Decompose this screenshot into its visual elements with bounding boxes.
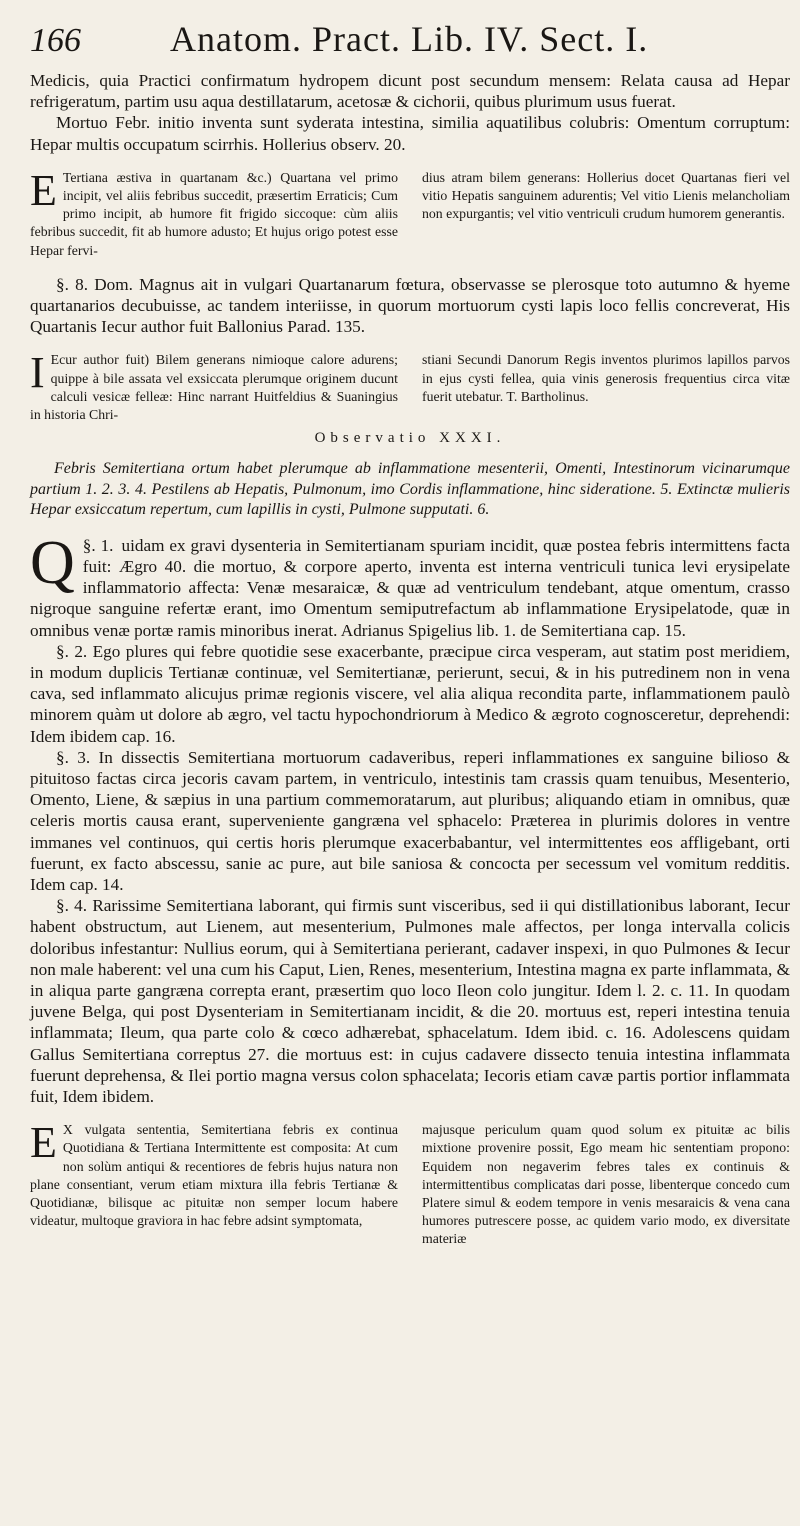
- scholion-left-text: Ecur author fuit) Bilem generans nimioque calore adurens; quippe à bile assata vel exsiccata plerumque originem ducunt calculi vesicæ felleæ: Hinc narrant Huitfeldius & Suaningius in historia Chri-: [30, 352, 398, 423]
- running-head: Anatom. Pract. Lib. IV. Sect. I.: [170, 19, 649, 59]
- drop-cap: E: [30, 1118, 57, 1168]
- section-1: [30, 528, 790, 641]
- drop-cap: E: [30, 165, 57, 215]
- observation-summary: Febris Semitertiana ortum habet plerumque ab inflammatione mesenterii, Omenti, Intestinorum vicinarumque partium 1. 2. 3. 4. Pestilens ab Hepatis, Pulmonum, imo Cordis inflammatione, hinc sideratione. 5. Extinctæ mulieris Hepar exsiccatum repertum, cum lapillis in cysti, Pulmone supputati. 6.: [30, 460, 790, 519]
- scholion-left-column: [30, 165, 398, 260]
- section-2: §. 2. Ego plures qui febre quotidie sese exacerbante, præcipue circa vesperam, aut statim post meridiem, in modum duplicis Tertianæ continuæ, vel Semitertianæ, perierunt, secui, & in his putredinem non in vena cava, sed inflammato alicujus primæ regionis viscere, vel alia aliqua recondita parte, inflammationem paulò minorem quàm ut dolore ab ægro, vel tactu hypochondriorum à Medico & ægroto cognosceretur, deprehendi: Idem ibidem cap. 16.: [30, 641, 790, 746]
- page-header: [30, 18, 790, 70]
- section-label: §. 1.: [82, 535, 114, 555]
- scholion-tertiana: [30, 165, 790, 260]
- section-1-text: uidam ex gravi dysenteria in Semitertianam spuriam incidit, quæ postea febris intermittens facta fuit: Ægro 40. die mortuo, & corpore aperto, inventa est interna ventriculi tunica levi erysipelate inflammatorio affecta: Venæ mesaraicæ, & quæ ad ventriculum tendebant, atque omentum, crasso nigroque sanguine refertæ erant, imo Omentum semiputrefactum ab inflammatione Erysipelatode, quæ in omnibus venæ portæ ramis minoribus inerat. Adrianus Spigelius lib. 1. de Semitertiana cap. 15.: [30, 535, 790, 640]
- observation-title: Observatio XXXI.: [314, 430, 506, 447]
- scholion-right-column: [422, 169, 790, 260]
- scholion-right-column: [422, 351, 790, 424]
- scholion-left-column: [30, 1118, 398, 1248]
- scholion-right-column: [422, 1121, 790, 1248]
- scholion-left-text: Tertiana æstiva in quartanam &c.) Quartana vel primo incipit, vel aliis febribus succedit, præsertim Erraticis; Cum primo incipit, ab humore fit frigido siccoque: cùm aliis febribus succedit, fit ab humore adusto; Et hujus origo potest esse Hepar fervi-: [30, 169, 398, 258]
- section-3: §. 3. In dissectis Semitertiana mortuorum cadaveribus, reperi inflammationes ex sanguine bilioso & pituitoso factas circa jecoris cavam partem, in ventriculo, intestinis tam crassis quam tenuibus, Mesenterio, Omento, Liene, & sæpius in una partium commemoratarum, aut pluribus; aliquando etiam in omnibus, quæ celeris mortis causa erant, superveniente gangræna vel sphacelo: Præterea in plurimis dolores in ventre immanes vel continuos, qui certis horis plerumque exacerbabantur, vel intermittentes eos affligebant, orti fuerunt, ex facto abscessu, sanie ac pure, aut bile saniosa & concocta per secessum vel vomitum redditis. Idem cap. 14.: [30, 747, 790, 894]
- drop-cap: Q: [30, 528, 75, 597]
- scholion-right-text: dius atram bilem generans: Hollerius docet Quartanas fieri vel vitio Hepatis sanguinem adurentis; Vel vitio Lienis melancholiam non expurgantis; vel vitio ventriculi crudum humorem generantis.: [422, 169, 790, 222]
- paragraph-mortuo: Mortuo Febr. initio inventa sunt syderata intestina, similia aquatilibus colubris: Omentum corruptum: Hepar multis occupatum scirrhis. Hollerius observ. 20.: [30, 113, 790, 154]
- section-8: §. 8. Dom. Magnus ait in vulgari Quartanarum fœtura, observasse se plerosque toto autumno & hyeme quartanarios decubuisse, ac tandem interiisse, in quorum mortuorum cysti lapis loco fellis concreverat, His Quartanis Iecur author fuit Ballonius Parad. 135.: [30, 274, 790, 337]
- paragraph-continued: Medicis, quia Practici confirmatum hydropem dicunt post secundum mensem: Relata causa ad Hepar refrigeratum, partim usu aqua destillatarum, acetosæ & cichorii, quibus plurimum usus fuerat.: [30, 71, 790, 112]
- scholion-semitertiana: [30, 1118, 790, 1248]
- scholion-iecur: [30, 348, 790, 424]
- scholion-left-column: [30, 348, 398, 424]
- page-number: 166: [30, 22, 81, 59]
- scholion-left-text: X vulgata sententia, Semitertiana febris ex continua Quotidiana & Tertiana Intermittente est composita: At cum non solùm antiqui & recentiores de febris hujus natura non plane consentiant, verum etiam mixtura illa febris Tertianæ & Quotidianæ, bilisque ac pituitæ non semper locum habere videatur, multoque graviora in hac febre adsint symptomata,: [30, 1122, 398, 1229]
- drop-cap: I: [30, 348, 45, 398]
- scholion-right-text: majusque periculum quam quod solum ex pituitæ ac bilis mixtione provenire possit, Ego meam hic sententiam propono: Equidem non negaverim febres tales ex continuis & intermittentibus complicatas dari posse, libenterque concedo cum Platere simul & eodem tempore in venis mesaraicis & vena cana humores putrescere posse, ac quidem vario modo, ex diversitate materiæ: [422, 1122, 790, 1247]
- section-4: §. 4. Rarissime Semitertiana laborant, qui firmis sunt visceribus, sed ii qui distillationibus laborant, Iecur habent obstructum, aut Lienem, aut mesenterium, Pulmones male affectos, per longa intervalla colicis doloribus infestantur: Nullius eorum, qui à Semitertiana perierant, cadaver inspexi, in quo Pulmones & Iecur non male haberent: vel una cum his Caput, Lien, Renes, mesenterium, Intestina magna ex parte inflammata, & in aliqua parte gangræna correpta erant, præsertim quo loco Ileon colo jungitur. Idem l. 2. c. 11. In quodam juvene Belga, qui post Dysenteriam in Semitertianam incidit, & die 20. mortuus est, reperi intestina tenuia inflammata; Ileum, qua parte colo & cœco adhærebat, sphacelatum. Idem ibid. c. 16. Adolescens quidam Gallus Semitertiana correptus 27. die mortuus est: in cujus cadavere dissecto tenuia intestina inflammata fuerunt deprehensa, & Ilei portio magna versus colon sphacelata; Iecoris etiam cavæ partis portior inflammata fuit, Idem ibidem.: [30, 896, 790, 1107]
- scholion-right-text: stiani Secundi Danorum Regis inventos plurimos lapillos parvos in ejus cysti fellea, quia vinis generosis frequentius circa vitæ fuerit utebatur. T. Bartholinus.: [422, 352, 790, 404]
